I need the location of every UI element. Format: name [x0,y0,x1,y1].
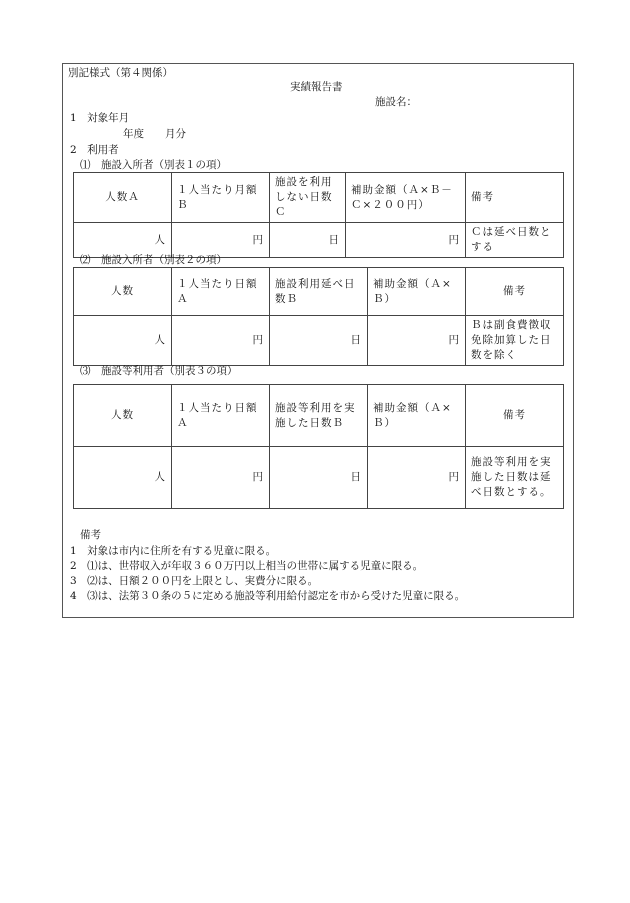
facility-residents-table-2 [73,267,564,366]
unit-cell[interactable]: 円 [368,447,466,509]
table-row [74,447,564,509]
unit-cell[interactable]: 人 [74,316,172,366]
table-row [74,268,564,316]
unit-cell[interactable]: 円 [172,316,270,366]
header-cell: 人数 [74,268,172,316]
header-cell: 備考 [466,268,564,316]
table-3-caption: ⑶ 施設等利用者（別表３の項） [80,365,238,377]
header-cell: 施設利用延べ日数Ｂ [270,268,368,316]
header-cell: 備考 [466,173,564,223]
table-row [74,316,564,366]
note-cell: Ｂは副食費徴収免除加算した日数を除く [466,316,564,366]
table-2-caption: ⑵ 施設入所者（別表２の項） [80,254,227,266]
table-row [74,173,564,223]
form-label: 別記様式（第４関係） [68,67,173,79]
note-cell: Ｃは延べ日数とする [466,223,564,258]
table-row [74,223,564,258]
unit-cell[interactable]: 人 [74,447,172,509]
header-cell: 人数 [74,385,172,447]
facility-users-table-3 [73,384,564,509]
header-cell: 人数Ａ [74,173,172,223]
header-cell: １人当たり月額Ｂ [172,173,270,223]
facility-residents-table-1 [73,172,564,258]
header-cell: 施設等利用を実施した日数Ｂ [270,385,368,447]
remark-item: 1 対象は市内に住所を有する児童に限る。 [70,545,277,557]
table-1-caption: ⑴ 施設入所者（別表１の項） [80,159,227,171]
header-cell: １人当たり日額Ａ [172,385,270,447]
remark-item: 4 ⑶は、法第３０条の５に定める施設等利用給付認定を市から受けた児童に限る。 [70,590,466,602]
remark-item: 3 ⑵は、日額２００円を上限とし、実費分に限る。 [70,575,319,587]
document-title: 実績報告書 [290,81,343,93]
section-2-heading: 2 利用者 [70,144,119,156]
unit-cell[interactable]: 日 [270,447,368,509]
remarks-heading: 備考 [80,529,101,541]
unit-cell[interactable]: 円 [368,316,466,366]
facility-name-label: 施設名： [375,96,417,108]
unit-cell[interactable]: 日 [270,316,368,366]
unit-cell[interactable]: 円 [172,223,270,258]
header-cell: 補助金額（Ａ×Ｂ－Ｃ×２００円） [346,173,466,223]
target-period: 年度 月分 [123,128,186,140]
table-row [74,385,564,447]
header-cell: 施設を利用しない日数Ｃ [270,173,346,223]
header-cell: １人当たり日額Ａ [172,268,270,316]
unit-cell[interactable]: 円 [346,223,466,258]
unit-cell[interactable]: 円 [172,447,270,509]
header-cell: 補助金額（Ａ×Ｂ） [368,385,466,447]
note-cell: 施設等利用を実施した日数は延べ日数とする。 [466,447,564,509]
header-cell: 補助金額（Ａ×Ｂ） [368,268,466,316]
remark-item: 2 ⑴は、世帯収入が年収３６０万円以上相当の世帯に属する児童に限る。 [70,560,424,572]
unit-cell[interactable]: 日 [270,223,346,258]
header-cell: 備考 [466,385,564,447]
section-1-heading: 1 対象年月 [70,112,130,124]
unit-cell[interactable]: 人 [74,223,172,258]
